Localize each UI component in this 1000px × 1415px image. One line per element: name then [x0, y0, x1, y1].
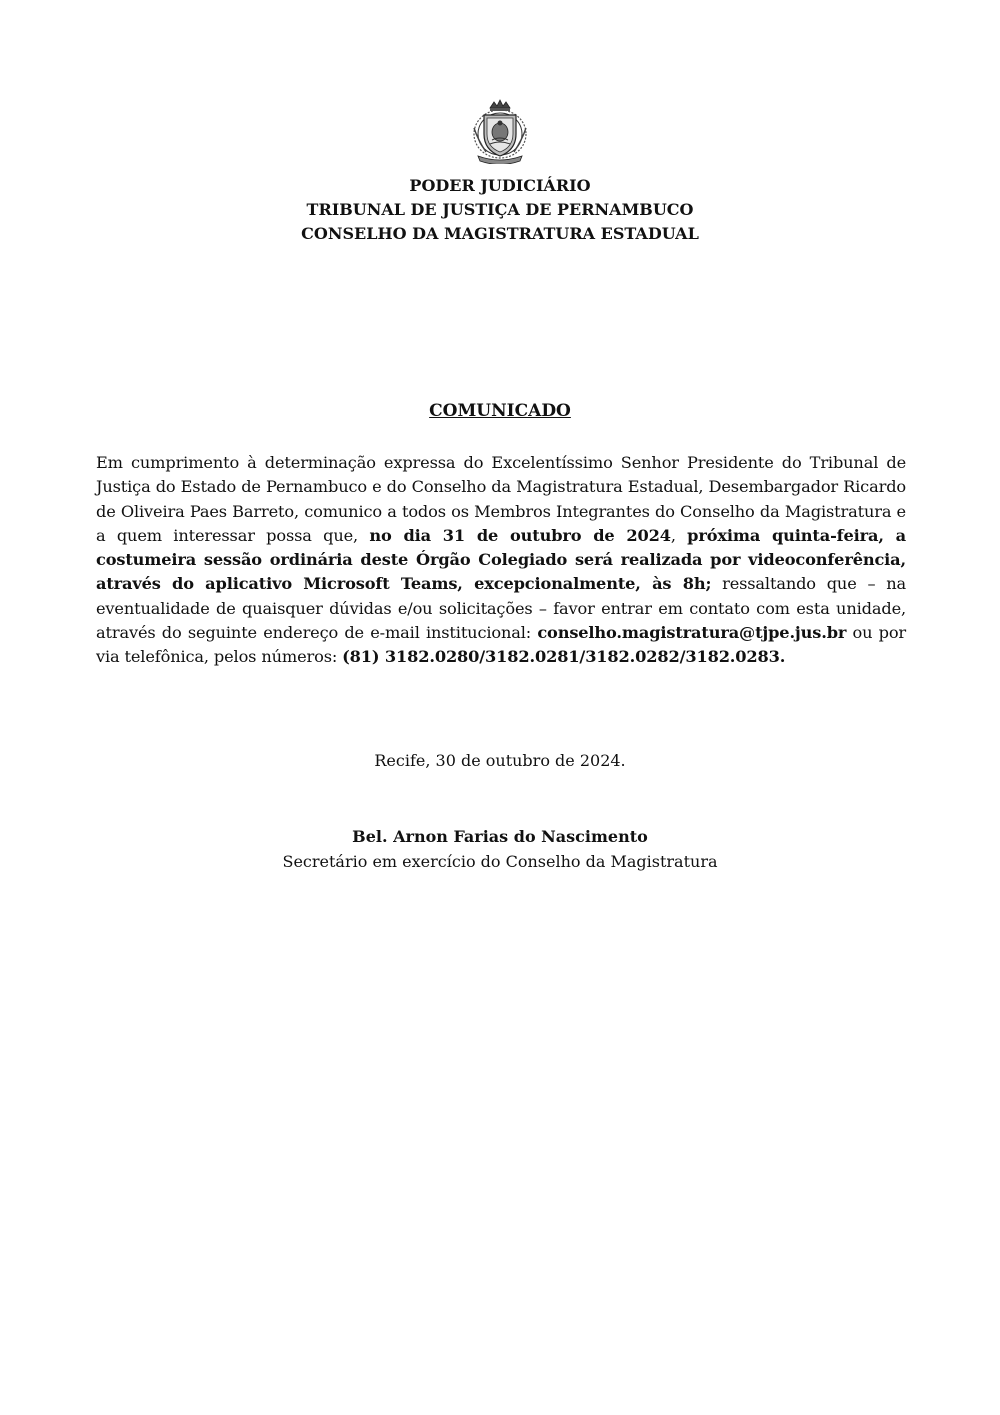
announcement-paragraph [96, 451, 906, 670]
contact-phones: (81) 3182.0280/3182.0281/3182.0282/3182.0283. [342, 647, 786, 667]
body-text-part: ressaltando que – na eventualidade de quaisquer dúvidas e/ou solicitações – favor entrar em contato com esta unidade, através do seguinte endereço de e-mail institucional: [96, 574, 906, 643]
header-line-court: TRIBUNAL DE JUSTIÇA DE PERNAMBUCO [306, 200, 694, 219]
body-text-part: Em cumprimento à determinação expressa do Excelentíssimo Senhor Presidente do Tribunal de Justiça do Estado de Pernambuco e do Conselho da Magistratura Estadual, Desembargador Ricardo de Oliveira Paes Barreto, comunico a todos os Membros Integrantes do Conselho da Magistratura e a quem interessar possa que, [96, 453, 906, 545]
document-header [0, 174, 1000, 246]
signer-role: Secretário em exercício do Conselho da Magistratura [282, 852, 718, 871]
place-and-date: Recife, 30 de outubro de 2024. [374, 751, 626, 770]
signature-block [0, 824, 1000, 874]
meeting-details: próxima quinta-feira, a costumeira sessão ordinária deste Órgão Colegiado será realizada por videoconferência, através do aplicativo Microsoft Teams, excepcionalmente, às 8h; [96, 525, 906, 594]
meeting-date: no dia 31 de outubro de 2024 [369, 525, 671, 545]
header-line-judiciary: PODER JUDICIÁRIO [409, 176, 591, 195]
coat-of-arms-seal-icon [468, 98, 532, 164]
signer-name: Bel. Arnon Farias do Nascimento [352, 827, 648, 846]
document-title: COMUNICADO [429, 401, 571, 421]
body-text-part: ou por via telefônica, pelos números: [96, 623, 907, 667]
contact-email: conselho.magistratura@tjpe.jus.br [537, 623, 847, 643]
body-text-part: , [670, 525, 688, 545]
header-line-council: CONSELHO DA MAGISTRATURA ESTADUAL [301, 224, 699, 243]
